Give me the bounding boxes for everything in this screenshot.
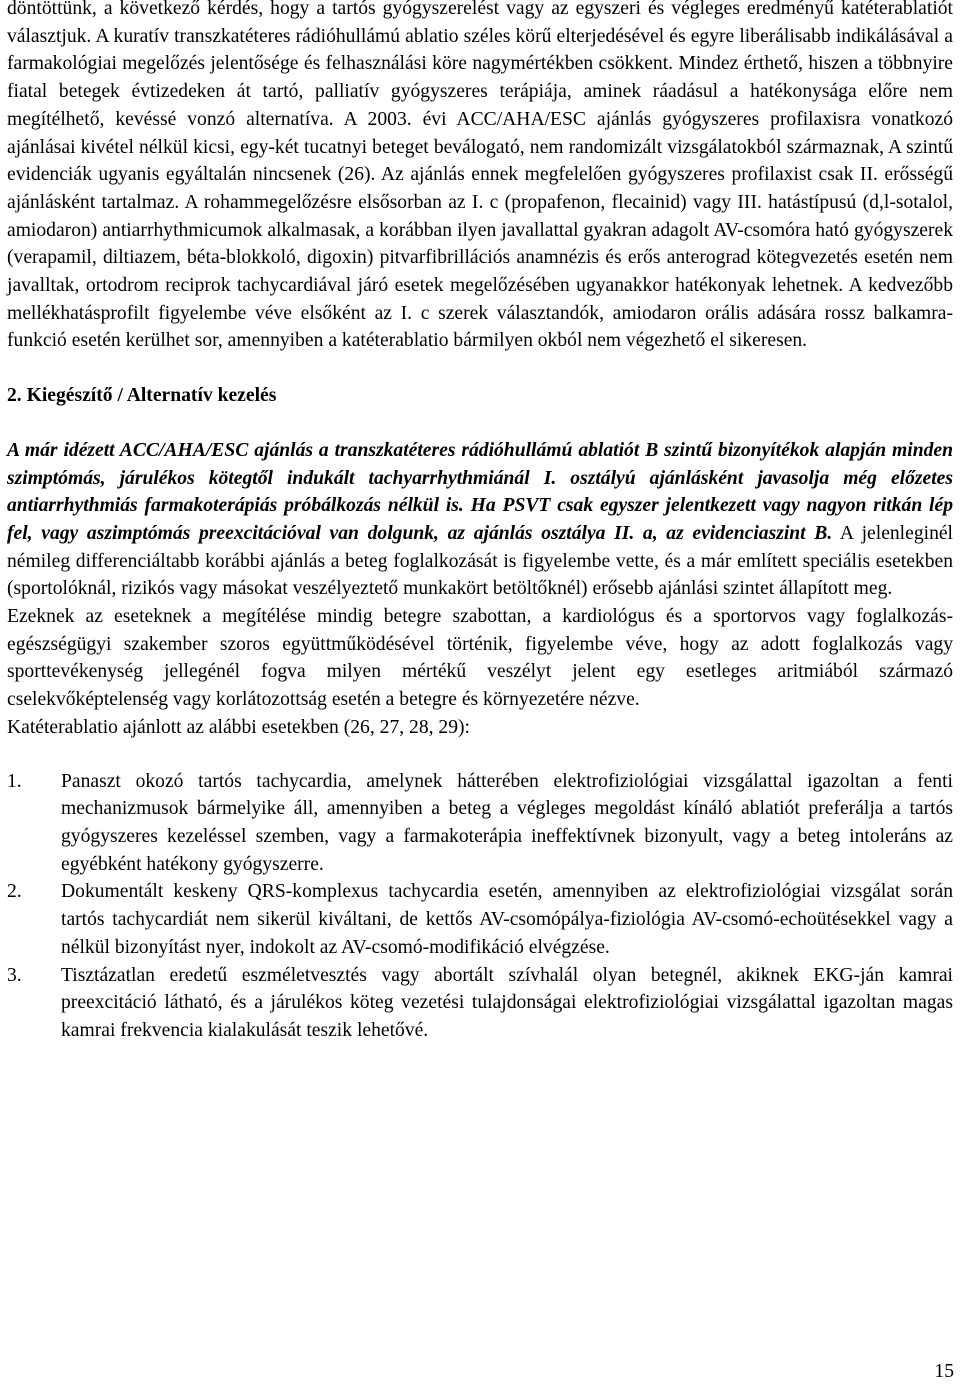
list-item-number: 1. [7,770,22,792]
section-heading: 2. Kiegészítő / Alternatív kezelés [7,385,277,407]
list-item-number: 2. [7,881,22,903]
intro-paragraph: döntöttünk, a következő kérdés, hogy a tartós gyógyszerelést vagy az egyszeri és végleges eredményű katéterablatiót választjuk. A kuratív transzkatéteres rádióhullámú ablatio széles körű elterjedésével és egyre liberálisabb indikálásával a farmakológiai megelőzés jelentősége és felhasználási köre nagymértékben csökkent. Mindez érthető, hiszen a többnyire fiatal betegek évtizedeken át tartó, palliatív gyógyszeres terápiája, aminek ráadásul a hatékonysága előre nem megítélhető, kevéssé vonzó alternatíva. A 2003. évi ACC/AHA/ESC ajánlás gyógyszeres profilaxisra vonatkozó ajánlásai kivétel nélkül kicsi, egy-két tucatnyi beteget beválogató, nem randomizált vizsgálatokból származnak, A szintű evidenciák ugyanis egyáltalán nincsenek (26). Az ajánlás ennek megfelelően gyógyszeres profilaxist csak II. erősségű ajánlásként tartalmaz. A rohammegelőzésre elsősorban az I. c (propafenon, flecainid) vagy III. hatástípusú (d,l-sotalol, amiodaron) antiarrhythmicumok alkalmasak, a korábban ilyen javallattal gyakran adagolt AV-csomóra ható gyógyszerek (verapamil, diltiazem, béta-blokkoló, digoxin) pitvarfibrillációs anamnézis és erős anterograd kötegvezetés esetén nem javalltak, ortodrom reciprok tachycardiával járó esetek megelőzésében ugyanakkor hatékonyak lehetnek. A kedvezőbb mellékhatásprofilt figyelembe véve elsőként az I. c szerek választandók, amiodaron orális adására rossz balkamra-funkció esetén kerülhet sor, amennyiben a katéterablatio bármilyen okból nem végezhető el sikeresen. [7,0,953,352]
list-item-number: 3. [7,964,22,986]
list-item [7,768,953,879]
list-item [7,962,953,1045]
recommendation-continuation: A jelenleginél némileg differenciáltabb korábbi ajánlás a beteg foglalkozását is figyelembe vette, és a már említett speciális esetekben (sportolóknál, rizikós vagy másokat veszélyeztető munkakört betöltőknél) erősebb ajánlási szintet állapított meg. [7,522,954,600]
list-item-text: Panaszt okozó tartós tachycardia, amelynek hátterében elektrofiziológiai vizsgálattal igazoltan a fenti mechanizmusok bármelyike áll, amennyiben a beteg a végleges megoldást kínáló ablatiót preferálja a tartós gyógyszeres kezeléssel szemben, vagy a farmakoterápia ineffektívnek bizonyult, vagy a beteg intoleráns az egyébként hatékony gyógyszerre. [61,770,953,875]
document-page [7,0,953,1045]
ablation-indication-list [7,768,953,1045]
recommendation-paragraph [7,437,953,603]
list-intro: Katéterablatio ajánlott az alábbi esetekben (26, 27, 28, 29): [7,716,470,738]
spacer [7,355,953,382]
spacer [7,742,953,768]
list-item-text: Tisztázatlan eredetű eszméletvesztés vagy abortált szívhalál olyan betegnél, akiknek EKG-ján kamrai preexcitáció látható, és a járulékos köteg vezetési tulajdonságai elektrofiziológiai vizsgálattal igazoltan magas kamrai frekvencia kialakulását teszik lehetővé. [61,964,953,1041]
list-item-text: Dokumentált keskeny QRS-komplexus tachycardia esetén, amennyiben az elektrofiziológiai vizsgálat során tartós tachycardiát nem sikerül kiváltani, de kettős AV-csomópálya-fiziológia AV-csomó-echoütésekkel vagy a nélkül bizonyítást nyer, indokolt az AV-csomó-modifikáció elvégzése. [61,881,953,958]
spacer [7,410,953,437]
recommendation-emphasis: A már idézett ACC/AHA/ESC ajánlás a transzkatéteres rádióhullámú ablatiót B szintű bizonyítékok alapján minden szimptómás, járulékos kötegtől indukált tachyarrhythmiánál I. osztályú ajánlásként javasolja még előzetes antiarrhythmiás farmakoterápiás próbálkozás nélkül is. Ha PSVT csak egyszer jelentkezett vagy nagyon ritkán lép fel, vagy aszimptómás preexcitációval van dolgunk, az ajánlás osztálya II. a, az evidenciaszint B. [7,439,953,544]
page-number: 15 [934,1361,954,1382]
assessment-paragraph: Ezeknek az eseteknek a megítélése mindig betegre szabottan, a kardiológus és a sportorvos vagy foglalkozás-egészségügyi szakember szoros együttműködésével történik, figyelembe véve, hogy az adott foglalkozás vagy sporttevékenység jellegénél fogva milyen mértékű veszélyt jelent egy esetleges aritmiából származó cselekvőképtelenség vagy korlátozottság esetén a betegre és környezetére nézve. [7,606,953,711]
list-item [7,878,953,961]
